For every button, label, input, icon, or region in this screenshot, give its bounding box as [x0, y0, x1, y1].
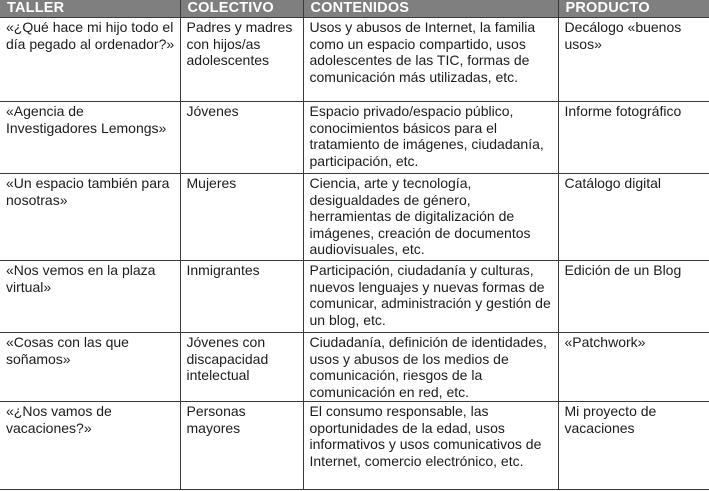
- table-body: [0, 18, 709, 490]
- header-contenidos: CONTENIDOS: [303, 0, 558, 18]
- table-row: [0, 402, 709, 490]
- header-colectivo: COLECTIVO: [180, 0, 303, 18]
- cell-contenidos: Ciudadanía, definición de identidades, usos y abusos de los medios de comunicación, riesgos de la comunicación en red, etc.: [303, 333, 558, 402]
- cell-producto: Catálogo digital: [558, 174, 709, 261]
- table-row: [0, 333, 709, 402]
- cell-taller: «Un espacio también para nosotras»: [0, 174, 180, 261]
- table-header: [0, 0, 709, 18]
- cell-producto: Decálogo «buenos usos»: [558, 18, 709, 102]
- cell-taller: «¿Nos vamos de vacaciones?»: [0, 402, 180, 490]
- cell-taller: «Agencia de Investigadores Lemongs»: [0, 102, 180, 174]
- cell-colectivo: Jóvenes: [180, 102, 303, 174]
- header-taller: TALLER: [0, 0, 180, 18]
- cell-colectivo: Padres y madres con hijos/as adolescentes: [180, 18, 303, 102]
- header-producto: PRODUCTO: [558, 0, 709, 18]
- cell-producto: Informe fotográfico: [558, 102, 709, 174]
- cell-contenidos: Espacio privado/espacio público, conocimientos básicos para el tratamiento de imágenes, ciudadanía, participación, etc.: [303, 102, 558, 174]
- table-row: [0, 18, 709, 102]
- table-row: [0, 102, 709, 174]
- cell-colectivo: Inmigrantes: [180, 261, 303, 333]
- cell-producto: Edición de un Blog: [558, 261, 709, 333]
- cell-taller: «¿Qué hace mi hijo todo el día pegado al ordenador?»: [0, 18, 180, 102]
- cell-contenidos: Participación, ciudadanía y culturas, nuevos lenguajes y nuevas formas de comunicar, administración y gestión de un blog, etc.: [303, 261, 558, 333]
- cell-colectivo: Mujeres: [180, 174, 303, 261]
- cell-contenidos: El consumo responsable, las oportunidades de la edad, usos informativos y usos comunicativos de Internet, comercio electrónico, etc.: [303, 402, 558, 490]
- cell-producto: «Patchwork»: [558, 333, 709, 402]
- cell-taller: «Cosas con las que soñamos»: [0, 333, 180, 402]
- cell-colectivo: Personas mayores: [180, 402, 303, 490]
- cell-colectivo: Jóvenes con discapacidad intelectual: [180, 333, 303, 402]
- header-row: [0, 0, 709, 18]
- table-row: [0, 174, 709, 261]
- cell-producto: Mi proyecto de vacaciones: [558, 402, 709, 490]
- cell-contenidos: Ciencia, arte y tecnología, desigualdades de género, herramientas de digitalización de imágenes, creación de documentos audiovisuales, etc.: [303, 174, 558, 261]
- cell-contenidos: Usos y abusos de Internet, la familia como un espacio compartido, usos adolescentes de las TIC, formas de comunicación más utilizadas, etc.: [303, 18, 558, 102]
- table-row: [0, 261, 709, 333]
- cell-taller: «Nos vemos en la plaza virtual»: [0, 261, 180, 333]
